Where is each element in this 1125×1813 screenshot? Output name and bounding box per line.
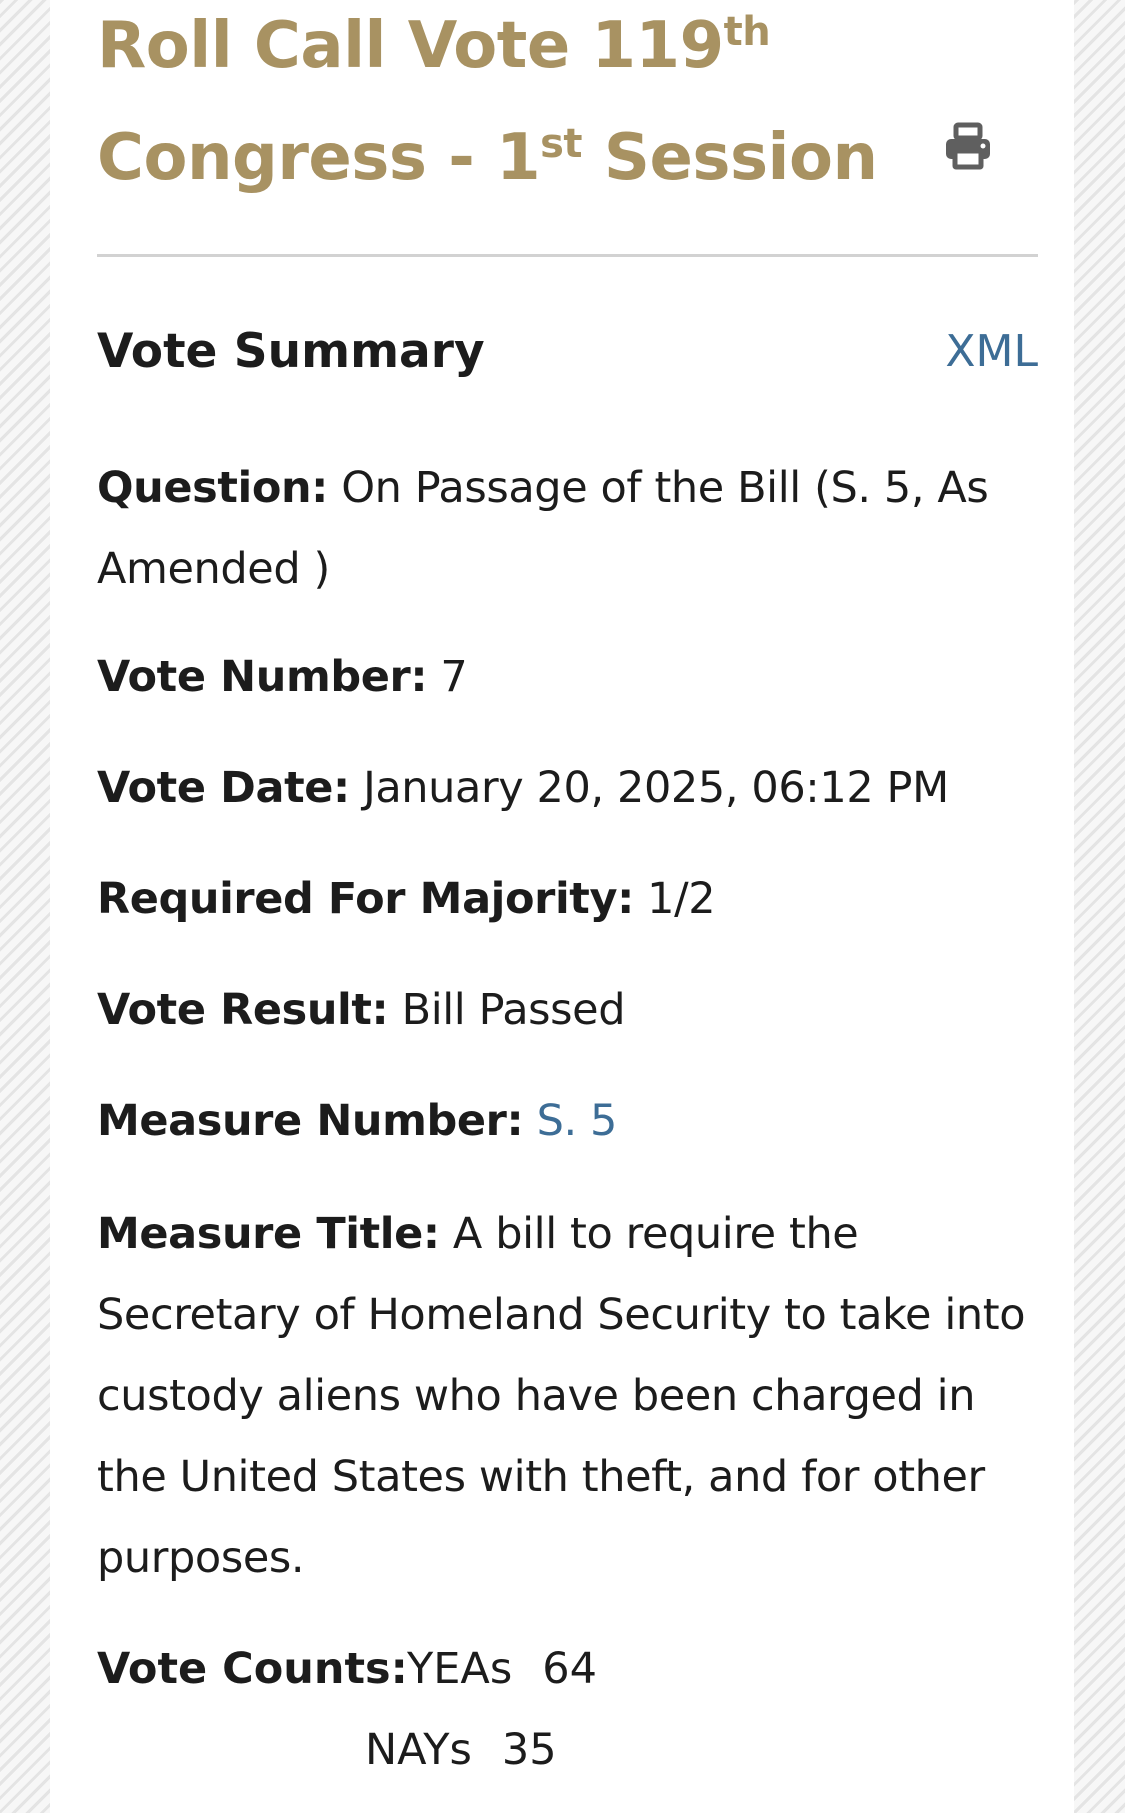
vote-page [50,0,1074,1813]
vote-date-value: January 20, 2025, 06:12 PM [349,763,949,813]
required-majority-value: 1/2 [633,874,716,924]
print-icon[interactable] [943,122,993,170]
title-text-2: Congress - 1 [97,121,541,195]
vote-summary-heading: Vote Summary [97,324,485,379]
nays-count [365,1710,557,1791]
nays-label: NAYs [365,1725,472,1775]
measure-number-field [97,1081,1027,1162]
question-value: On Passage of the Bill (S. 5, As Amended ) [97,463,989,594]
title-text-1: Roll Call Vote 119 [97,9,724,83]
printer-glyph [943,122,993,170]
title-superscript-1: th [723,9,771,55]
vote-number-label: Vote Number: [97,652,428,702]
yeas-count [407,1629,597,1710]
xml-link[interactable]: XML [945,326,1038,377]
required-majority-field [97,859,1027,940]
question-field [97,448,1027,610]
yeas-label: YEAs [407,1644,513,1694]
title-divider [97,254,1038,257]
vote-result-value: Bill Passed [388,985,626,1035]
yeas-value: 64 [542,1644,597,1694]
vote-result-label: Vote Result: [97,985,389,1035]
nays-value: 35 [501,1725,557,1775]
vote-date-field [97,748,1027,829]
measure-title-field [97,1194,1027,1599]
page-title [97,0,997,214]
vote-result-field [97,970,1027,1051]
measure-title-label: Measure Title: [97,1209,440,1259]
title-superscript-2: st [540,121,583,167]
measure-title-value: A bill to require the Secretary of Homeland Security to take into custody aliens who have been charged in the United States with theft, and for other purposes. [97,1209,1026,1583]
vote-number-field [97,637,1027,718]
required-majority-label: Required For Majority: [97,874,634,924]
measure-number-link[interactable]: S. 5 [536,1096,617,1146]
vote-date-label: Vote Date: [97,763,350,813]
vote-number-value: 7 [427,652,468,702]
measure-number-label: Measure Number: [97,1096,524,1146]
question-label: Question: [97,463,328,513]
vote-counts-label: Vote Counts: [97,1644,408,1694]
title-text-3: Session [582,121,878,195]
